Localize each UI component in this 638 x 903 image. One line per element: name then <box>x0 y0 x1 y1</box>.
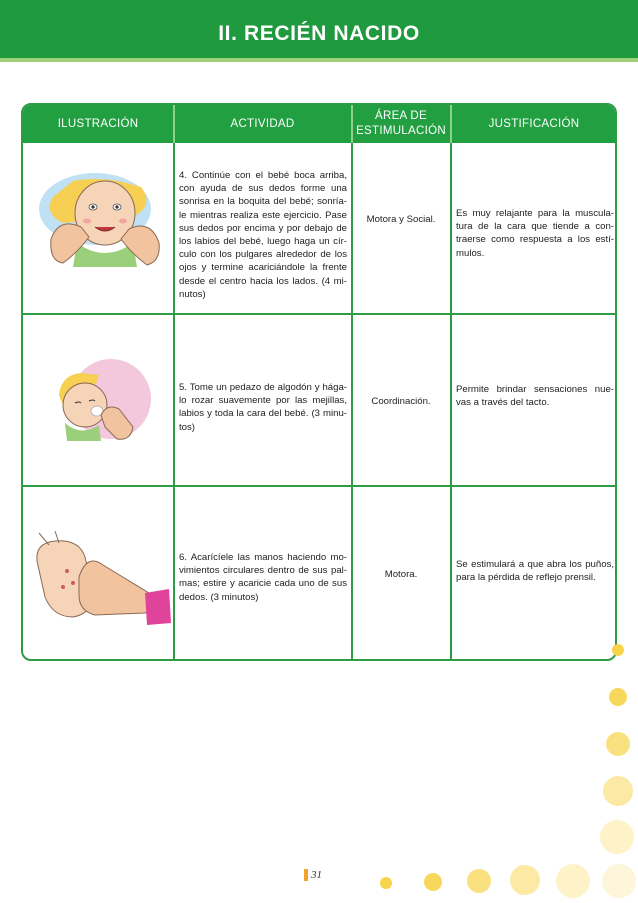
table-header <box>23 105 615 143</box>
column-header-justification: JUSTIFICACIÓN <box>488 117 580 130</box>
activity-text: 6. Acarícíele las manos haciendo mo-vimientos circulares dentro de sus pal-mas; estire y acaricie cada uno de sus dedos. (3 minutos) <box>179 552 347 603</box>
page-title: II. RECIÉN NACIDO <box>218 22 420 45</box>
header-rule <box>0 58 638 62</box>
justification-text: Permite brindar sensaciones nue-vas a través del tacto. <box>456 384 614 409</box>
decor-dot <box>424 873 442 891</box>
area-text: Motora y Social. <box>366 214 436 225</box>
justification-text: Se estimulará a que abra los puños, para la pérdida de reflejo prensil. <box>456 559 614 584</box>
page-number-marker <box>304 869 308 881</box>
page-number: 31 <box>311 869 322 881</box>
column-header-activity: ACTIVIDAD <box>230 117 295 130</box>
area-text: Coordinación. <box>371 396 431 407</box>
column-divider <box>351 143 353 661</box>
area-text: Motora. <box>384 569 418 580</box>
column-divider <box>173 143 175 661</box>
activity-text: 5. Tome un pedazo de algodón y hága-lo rozar suavemente por las mejillas, labios y toda la cara del bebé. (3 minu-tos) <box>179 382 347 433</box>
baby-cotton-face-illustration <box>51 351 151 451</box>
activity-text: 4. Continúe con el bebé boca arriba, con ayuda de sus dedos forme una sonrisa en la boquita del bebé; sonría-le mientras realiza este ejercicio. Pase sus dedos por encima y por debajo de los labios del bebé, luego haga un cír-culo con los pulgares alrededor de los ojos y termine acariciándole la frente desde el centro hacia los lados. (4 mi-nutos) <box>179 170 347 300</box>
decor-dot <box>380 877 392 889</box>
column-divider <box>450 143 452 661</box>
justification-text: Es muy relajante para la muscula-tura de la cara que tiende a con-traerse como respuesta a los estí-mulos. <box>456 208 614 259</box>
decor-dot <box>467 869 491 893</box>
decor-dot <box>603 776 633 806</box>
decor-dot <box>609 688 627 706</box>
baby-smile-lips-illustration <box>33 157 165 279</box>
column-header-area: ÁREA DE ESTIMULACIÓN <box>356 110 446 137</box>
decor-dot <box>612 644 624 656</box>
activity-table <box>21 103 617 661</box>
decor-dot <box>606 732 630 756</box>
column-header-illustration: ILUSTRACIÓN <box>57 117 139 130</box>
decor-dot <box>602 864 636 898</box>
row-divider <box>23 313 615 315</box>
decor-dot <box>510 865 540 895</box>
decor-dot <box>556 864 590 898</box>
row-divider <box>23 485 615 487</box>
baby-hand-massage-illustration <box>33 531 171 629</box>
decor-dot <box>600 820 634 854</box>
